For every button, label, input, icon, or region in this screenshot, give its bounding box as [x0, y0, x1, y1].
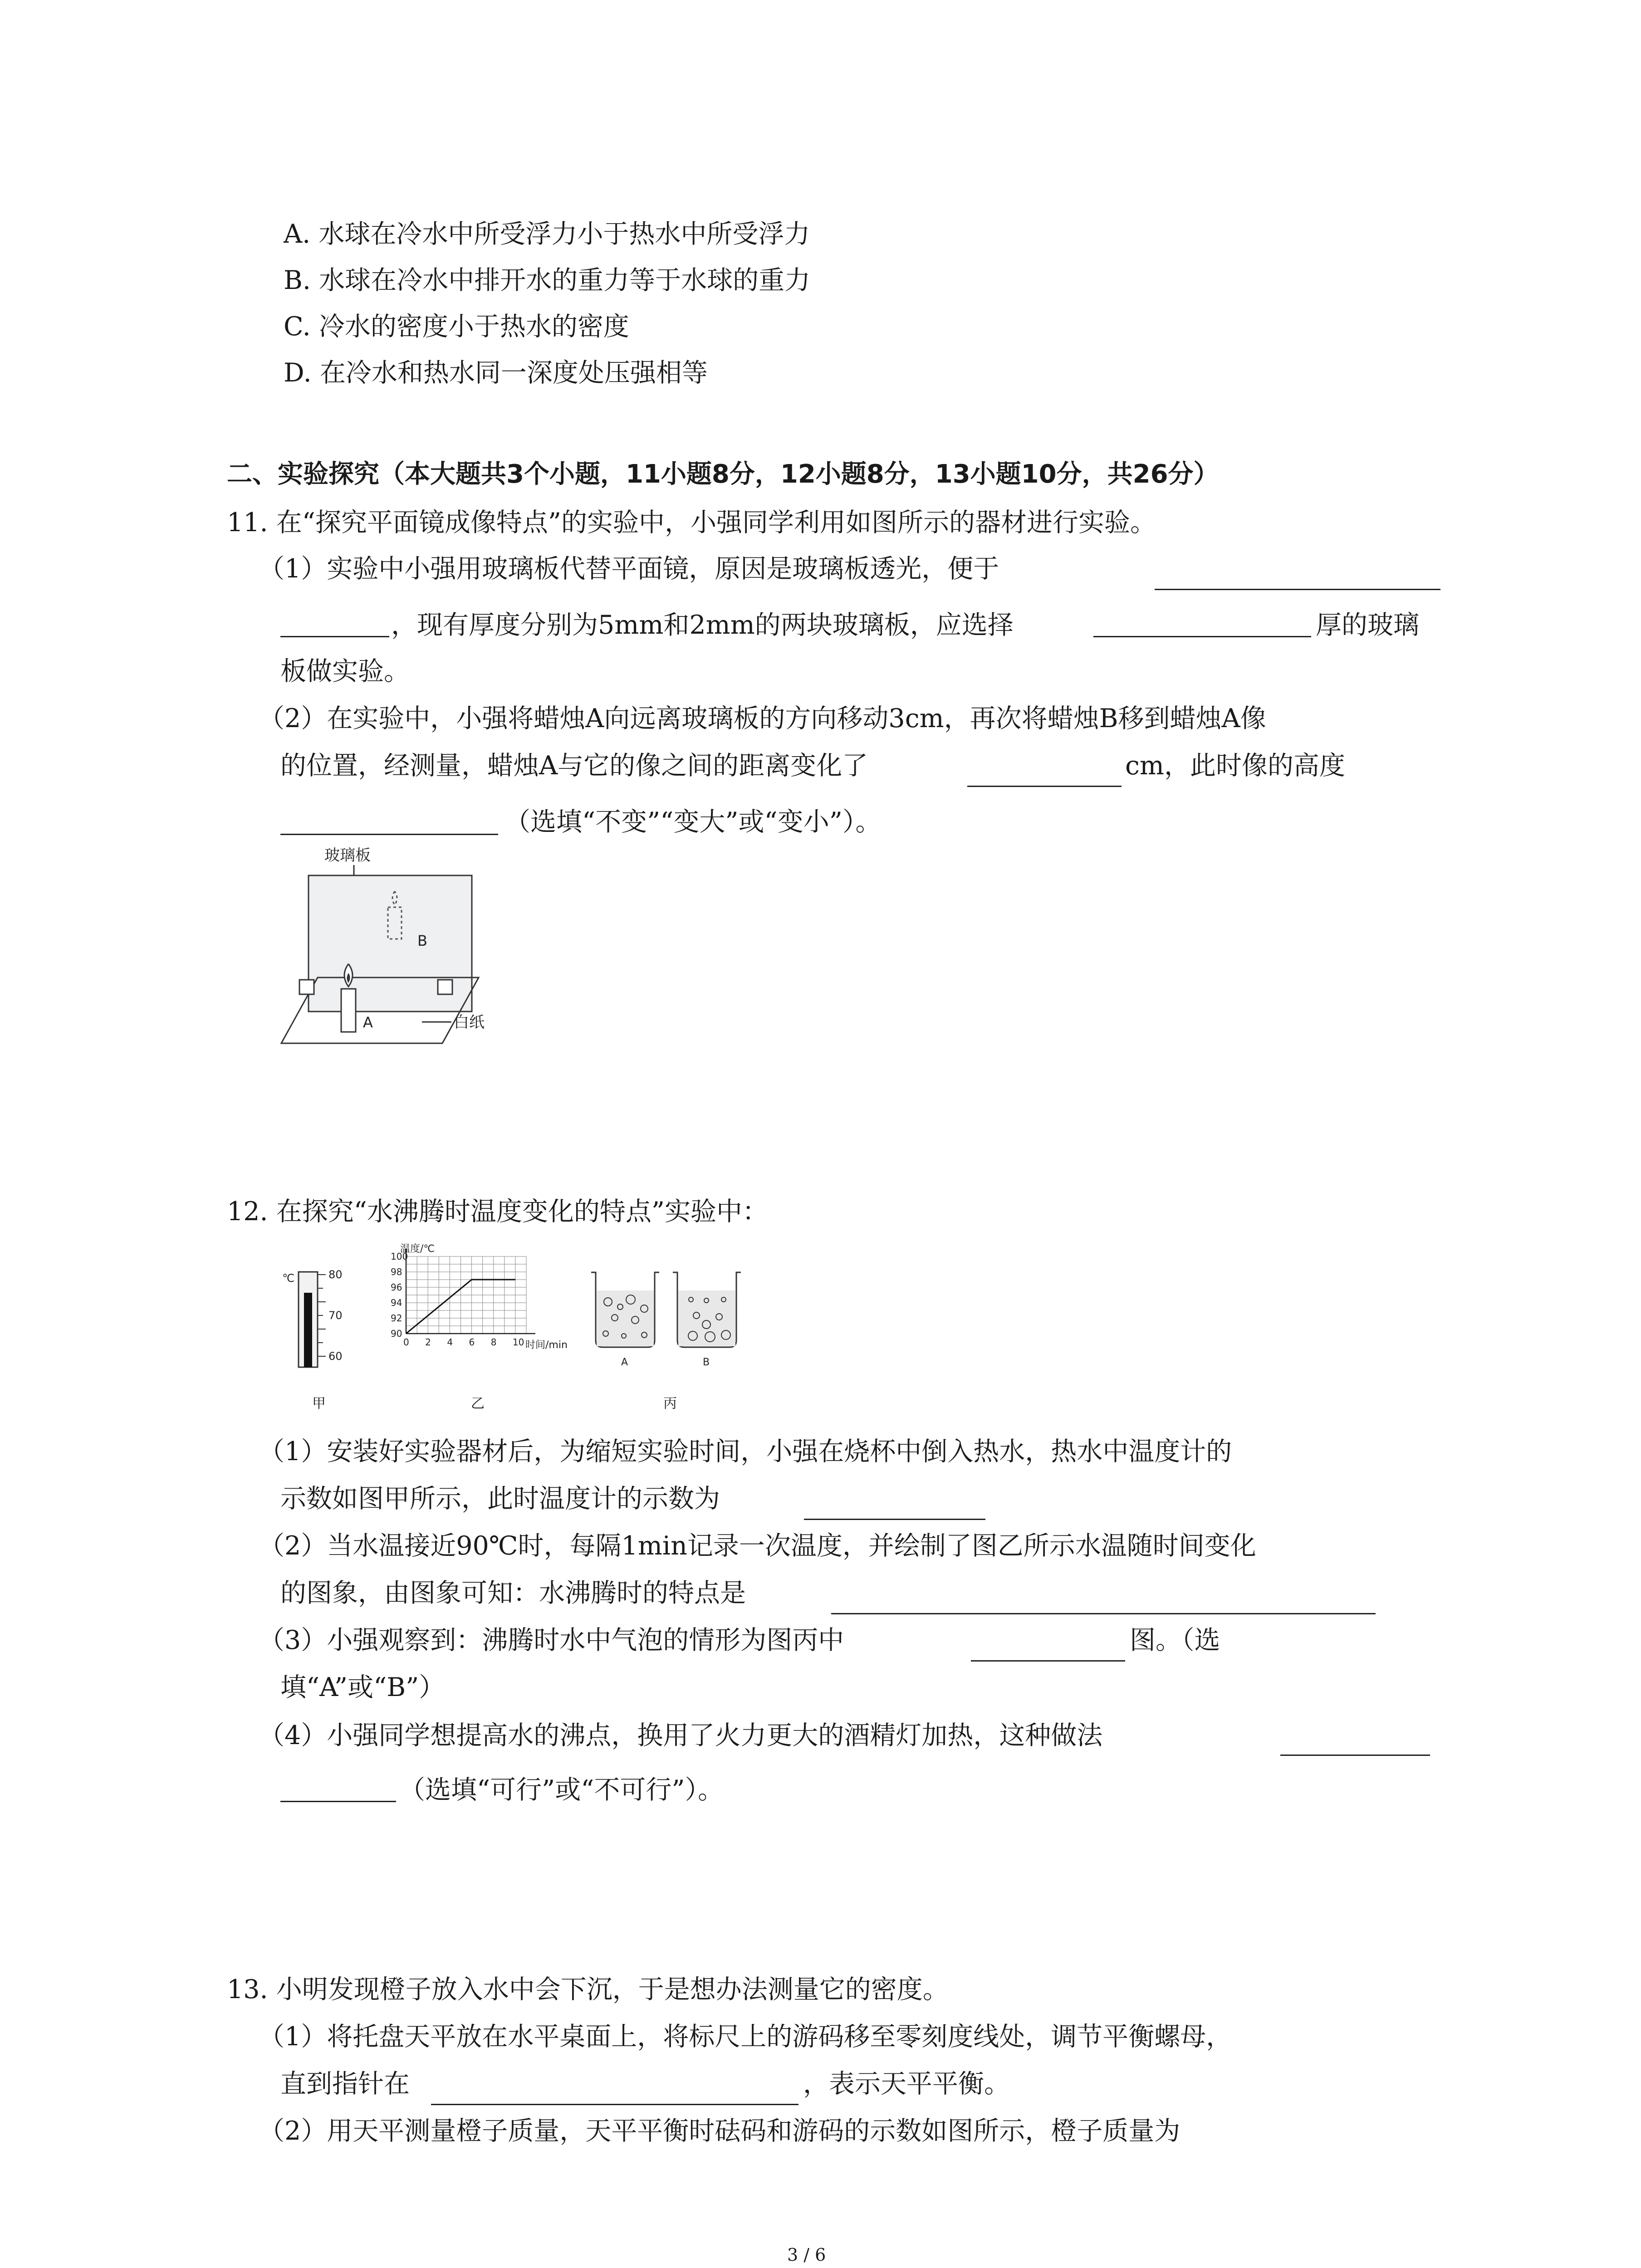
option-c: C. 冷水的密度小于热水的密度 [284, 312, 629, 342]
white-paper-label: 白纸 [454, 1013, 485, 1031]
q13-p1-line1: （1）将托盘天平放在水平桌面上，将标尺上的游码移至零刻度线处，调节平衡螺母， [259, 2022, 1232, 2052]
q11-blank-4[interactable] [280, 834, 498, 835]
q12-p4-line1: （4）小强同学想提高水的沸点，换用了火力更大的酒精灯加热，这种做法 [259, 1721, 1103, 1750]
y-tick-label: 100 [391, 1251, 408, 1262]
q11-blank-3[interactable] [967, 786, 1122, 787]
y-tick-label: 90 [391, 1328, 402, 1339]
thermo-tick-60: 60 [328, 1350, 343, 1363]
beaker-a-label: A [621, 1357, 628, 1368]
q12-blank-4-cont[interactable] [280, 1801, 396, 1802]
chart-y-label: 温度/℃ [400, 1243, 435, 1255]
q12-p1-line2: 示数如图甲所示，此时温度计的示数为 [280, 1484, 720, 1514]
beaker-a [591, 1272, 659, 1347]
q12-blank-3[interactable] [971, 1660, 1125, 1662]
q12-p3-line1-end: 图。（选 [1130, 1625, 1220, 1655]
beaker-b [673, 1272, 741, 1347]
y-tick-label: 94 [391, 1297, 402, 1308]
q12-stem: 12. 在探究“水沸腾时温度变化的特点”实验中： [227, 1197, 769, 1227]
q13-blank-1[interactable] [431, 2104, 798, 2105]
q11-p1-line2: ，现有厚度分别为5mm和2mm的两块玻璃板，应选择 [391, 610, 1014, 640]
x-tick-label: 0 [403, 1337, 409, 1348]
q11-blank-1-cont[interactable] [280, 636, 389, 637]
y-tick-label: 98 [391, 1266, 402, 1277]
x-tick-label: 4 [447, 1337, 453, 1348]
q12-blank-2[interactable] [831, 1613, 1376, 1614]
q11-p2-line3: （选填“不变”“变大”或“变小”）。 [505, 807, 882, 837]
q12-p3-line1: （3）小强观察到：沸腾时水中气泡的情形为图丙中 [259, 1625, 844, 1655]
option-d: D. 在冷水和热水同一深度处压强相等 [284, 358, 708, 388]
q11-blank-1[interactable] [1155, 589, 1440, 590]
mirror-experiment-figure [272, 841, 526, 1055]
q12-p2-line2: 的图象，由图象可知：水沸腾时的特点是 [280, 1578, 746, 1608]
beaker-b-label: B [703, 1357, 710, 1368]
thermometer-figure [281, 1266, 372, 1374]
q11-p1-line1: （1）实验中小强用玻璃板代替平面镜，原因是玻璃板透光，便于 [259, 554, 999, 584]
q12-blank-1[interactable] [804, 1519, 985, 1520]
caption-yi: 乙 [471, 1396, 485, 1412]
q12-p1-line1: （1）安装好实验器材后，为缩短实验时间，小强在烧杯中倒入热水，热水中温度计的 [259, 1437, 1232, 1466]
x-tick-label: 8 [490, 1337, 497, 1348]
q13-p1-line2-end: ，表示天平平衡。 [803, 2069, 1010, 2099]
q11-p1-line2-end: 厚的玻璃 [1316, 610, 1419, 640]
q12-blank-4[interactable] [1280, 1755, 1430, 1756]
thermo-tick-80: 80 [328, 1268, 343, 1281]
q11-p1-line3: 板做实验。 [280, 656, 410, 686]
thermometer-unit: ℃ [282, 1272, 294, 1285]
q11-p2-line2-end: cm，此时像的高度 [1125, 751, 1345, 781]
q13-p1-line2: 直到指针在 [280, 2069, 410, 2099]
caption-jia: 甲 [312, 1396, 326, 1412]
page-number: 3 / 6 [787, 2245, 826, 2265]
q12-p3-line2: 填“A”或“B”） [280, 1672, 445, 1702]
glass-label: 玻璃板 [324, 846, 371, 865]
candle-b-label: B [417, 932, 427, 949]
x-tick-label: 6 [469, 1337, 475, 1348]
thermo-tick-70: 70 [328, 1309, 343, 1322]
q12-p2-line1: （2）当水温接近90℃时，每隔1min记录一次温度，并绘制了图乙所示水温随时间变化 [259, 1531, 1256, 1561]
chart-x-label: 时间/min [525, 1339, 568, 1351]
q11-p2-line2: 的位置，经测量，蜡烛A与它的像之间的距离变化了 [280, 751, 868, 781]
q13-stem: 13. 小明发现橙子放入水中会下沉，于是想办法测量它的密度。 [227, 1975, 949, 2004]
temperature-time-chart [381, 1243, 581, 1374]
option-a: A. 水球在冷水中所受浮力小于热水中所受浮力 [284, 219, 810, 249]
q11-stem: 11. 在“探究平面镜成像特点”的实验中，小强同学利用如图所示的器材进行实验。 [227, 508, 1156, 538]
q11-p2-line1: （2）在实验中，小强将蜡烛A向远离玻璃板的方向移动3cm，再次将蜡烛B移到蜡烛A像 [259, 704, 1266, 733]
y-tick-label: 92 [391, 1313, 402, 1324]
section-title: 二、实验探究（本大题共3个小题，11小题8分，12小题8分，13小题10分，共26分） [227, 459, 1219, 489]
y-tick-label: 96 [391, 1282, 402, 1293]
caption-bing: 丙 [663, 1396, 677, 1412]
x-tick-label: 10 [512, 1337, 524, 1348]
x-tick-label: 2 [425, 1337, 431, 1348]
option-b: B. 水球在冷水中排开水的重力等于水球的重力 [284, 265, 811, 295]
candle-a-label: A [363, 1014, 373, 1031]
q11-blank-2[interactable] [1093, 636, 1311, 637]
q12-p4-line2: （选填“可行”或“不可行”）。 [399, 1775, 724, 1805]
q13-p2-line1: （2）用天平测量橙子质量，天平平衡时砝码和游码的示数如图所示，橙子质量为 [259, 2116, 1181, 2146]
beakers-figure [588, 1268, 751, 1372]
